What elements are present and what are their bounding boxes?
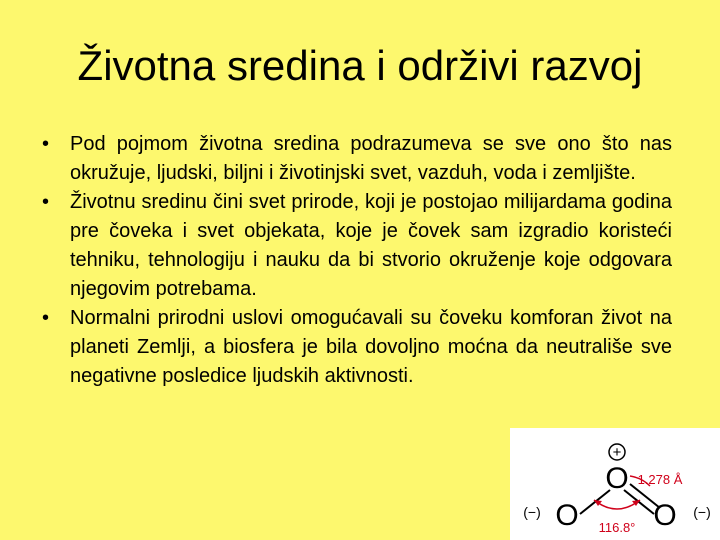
bullet-icon: • [42,191,50,213]
bullet-item [40,304,672,391]
bond-length-label: 1.278 Å [637,472,683,487]
bullet-text: Životnu sredinu čini svet prirode, koji je postojao milijardama godina pre čoveka i svet objekata, koje je čovek sam izgradio koristeći tehniku, tehnologiju i nauku da bi stvorio okruženje koje odgovara njegovim potrebama. [70,191,672,300]
atom-center: O [605,462,629,495]
bullet-text: Normalni prirodni uslovi omogućavali su čoveku komforan život na planeti Zemlji, a biosfera je bila dovoljno moćna da neutrališe sve negativne posledice ljudskih aktivnosti. [70,307,672,387]
bond-angle-label: 116.8° [598,520,636,535]
atom-right: O [653,499,677,532]
bullet-icon: • [42,307,50,329]
atom-left: O [555,499,579,532]
slide-title: Životna sredina i održivi razvoj [77,42,643,89]
bullet-icon: • [42,133,50,155]
charge-left: (−) [523,504,541,520]
bullet-text: Pod pojmom životna sredina podrazumeva se sve ono što nas okružuje, ljudski, biljni i životinjski svet, vazduh, voda i zemljište. [70,133,672,184]
ozone-molecule-diagram [510,428,720,540]
bullet-item [40,130,672,188]
bullet-item [40,188,672,304]
charge-right: (−) [693,504,711,520]
charge-positive: + [612,444,622,461]
bullet-list [40,130,672,391]
